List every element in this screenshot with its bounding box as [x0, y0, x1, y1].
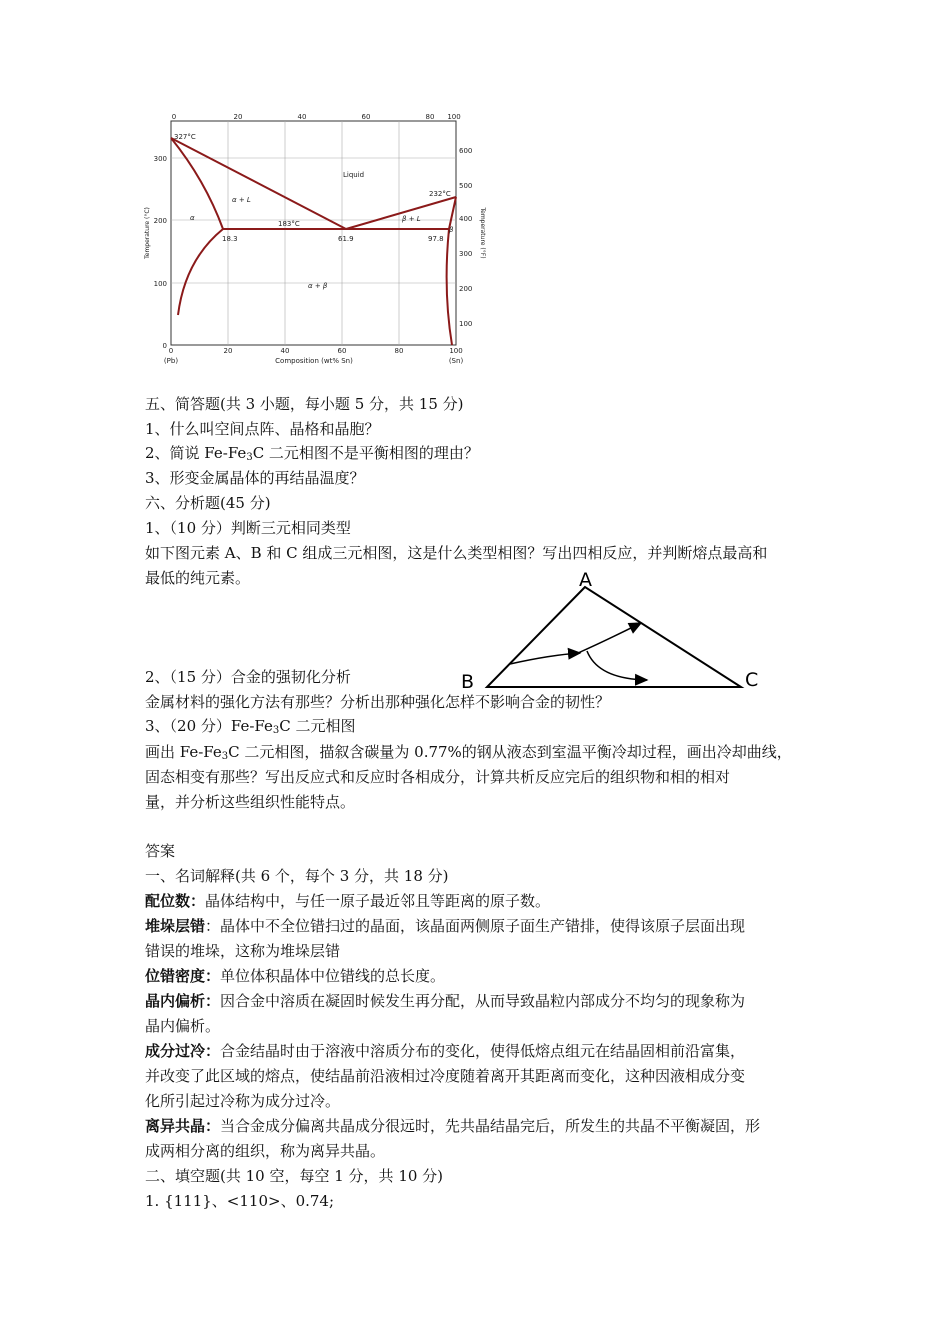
sec6-problem-3-title: 3、（20 分）$Fe-Fe_3C$ 二元相图 — [145, 717, 356, 736]
x-axis-label: Composition (wt% Sn) — [275, 357, 353, 365]
right-tick: 400 — [459, 215, 473, 223]
right-tick: 200 — [459, 285, 473, 293]
right-tick: 500 — [459, 182, 473, 190]
right-tick: 100 — [459, 320, 473, 328]
sec6-problem-3-text: 画出 $Fe-Fe_3C$ 二元相图，描叙含碳量为 0.77%的钢从液态到室温平衡冷却过程，画出冷却曲线， — [145, 743, 792, 762]
top-tick: 0 — [171, 113, 177, 121]
answer-term-4-cont: 晶内偏析。 — [145, 1017, 221, 1035]
bottom-tick: 60 — [337, 347, 347, 355]
top-tick: 80 — [425, 113, 435, 121]
vertex-b-label: B — [461, 671, 475, 692]
section5-heading: 五、简答题(共 3 小题，每小题 5 分，共 15 分) — [145, 395, 464, 413]
bottom-tick: 40 — [280, 347, 290, 355]
answer-term-5-cont: 并改变了此区域的熔点，使结晶前沿液相过冷度随着离开其距离而变化，这种因液相成分变 — [145, 1067, 746, 1085]
sec5-question-2: 2、简说 $Fe-Fe_3C$ 二元相图不是平衡相图的理由？ — [145, 444, 479, 463]
answer-term-4: 晶内偏析：因合金中溶质在凝固时候发生再分配，从而导致晶粒内部成分不均匀的现象称为 — [145, 992, 746, 1010]
sec5-question-3: 3、形变金属晶体的再结晶温度？ — [145, 469, 365, 487]
answer-term-3: 位错密度：单位体积晶体中位错线的总长度。 — [145, 967, 446, 985]
sec6-problem-2-text: 金属材料的强化方法有那些？分析出那种强化怎样不影响合金的韧性？ — [145, 693, 611, 711]
comp-b-label: 97.8 — [428, 235, 444, 243]
top-tick: 60 — [361, 113, 371, 121]
answer-term-5: 成分过冷：合金结晶时由于溶液中溶质分布的变化，使得低熔点组元在结晶固相前沿富集， — [145, 1042, 746, 1060]
section6-heading: 六、分析题(45 分) — [145, 494, 271, 512]
sec6-problem-2-title: 2、（15 分）合金的强韧化分析 — [145, 668, 351, 686]
alpha-beta-region-label: α + β — [308, 282, 328, 290]
left-tick: 200 — [153, 217, 167, 225]
pb-sn-phase-diagram — [140, 110, 500, 370]
liquidus-right — [346, 197, 456, 229]
sec6-problem-1-title: 1、（10 分）判断三元相同类型 — [145, 519, 351, 537]
answer-term-2-cont: 错误的堆垛，这称为堆垛层错 — [145, 942, 341, 960]
sec6-problem-3-text: 量，并分析这些组织性能特点。 — [145, 793, 356, 811]
answer-term-5-cont: 化所引起过冷称为成分过冷。 — [145, 1092, 341, 1110]
eutectic-curve-b — [510, 653, 580, 664]
answers-section2-heading: 二、填空题(共 10 空，每空 1 分，共 10 分) — [145, 1167, 444, 1185]
bottom-tick: 100 — [449, 347, 463, 355]
beta-region-label: β — [449, 226, 454, 234]
right-tick: 600 — [459, 147, 473, 155]
pb-end-label: (Pb) — [163, 357, 179, 365]
left-tick: 0 — [162, 342, 167, 350]
bottom-tick: 80 — [394, 347, 404, 355]
top-tick: 100 — [447, 113, 461, 121]
sec6-problem-3-text: 固态相变有那些？写出反应式和反应时各相成分，计算共析反应完后的组织物和相的相对 — [145, 768, 731, 786]
left-tick: 100 — [153, 280, 167, 288]
answer-fill-1: 1. {111}、<110>、0.74; — [145, 1192, 335, 1210]
answer-term-6-cont: 成两相分离的组织，称为离异共晶。 — [145, 1142, 386, 1160]
top-tick: 20 — [233, 113, 243, 121]
answer-term-6: 离异共晶：当合金成分偏离共晶成分很远时，先共晶结晶完后，所发生的共晶不平衡凝固，形 — [145, 1117, 761, 1135]
left-axis-label: Temperature (°C) — [144, 207, 151, 259]
sec6-problem-1-text: 最低的纯元素。 — [145, 569, 251, 587]
sec6-problem-1-text: 如下图元素 A、B 和 C 组成三元相图，这是什么类型相图？写出四相反应，并判断熔点最高和 — [145, 544, 768, 562]
left-tick: 300 — [153, 155, 167, 163]
eutectic-temp-label: 183°C — [278, 220, 300, 228]
liquid-region-label: Liquid — [343, 171, 365, 179]
vertex-a-label: A — [579, 569, 592, 591]
diagram-grid — [171, 121, 456, 345]
bottom-tick: 0 — [168, 347, 174, 355]
solidus-right — [449, 197, 456, 229]
right-tick: 300 — [459, 250, 473, 258]
alpha-region-label: α — [190, 214, 195, 222]
ternary-triangle-figure — [455, 567, 775, 692]
vertex-c-label: C — [745, 669, 759, 691]
sn-melt-label: 232°C — [429, 190, 451, 198]
answers-title: 答案 — [145, 842, 176, 860]
solvus-left — [178, 229, 223, 315]
diagram-frame — [171, 121, 456, 345]
sn-end-label: (Sn) — [448, 357, 464, 365]
pb-melt-label: 327°C — [174, 133, 196, 141]
answer-term-1: 配位数：晶体结构中，与任一原子最近邻且等距离的原子数。 — [145, 892, 551, 910]
beta-liquid-region-label: β + L — [402, 215, 421, 223]
phase-boundaries — [171, 138, 456, 345]
alpha-liquid-region-label: α + L — [232, 196, 251, 204]
solvus-right — [447, 229, 452, 345]
right-axis-label: Temperature (°F) — [479, 207, 486, 259]
eutectic-curve-a — [578, 623, 641, 653]
liquidus-left — [171, 138, 346, 229]
comp-e-label: 61.9 — [338, 235, 354, 243]
answers-section1-heading: 一、名词解释(共 6 个，每个 3 分，共 18 分) — [145, 867, 449, 885]
bottom-tick: 20 — [223, 347, 233, 355]
answer-term-2: 堆垛层错：晶体中不全位错扫过的晶面，该晶面两侧原子面生产错排，使得该原子层面出现 — [145, 917, 746, 935]
top-tick: 40 — [297, 113, 307, 121]
comp-a-label: 18.3 — [222, 235, 238, 243]
sec5-question-1: 1、什么叫空间点阵、晶格和晶胞？ — [145, 420, 380, 438]
eutectic-curve-c — [587, 651, 647, 680]
